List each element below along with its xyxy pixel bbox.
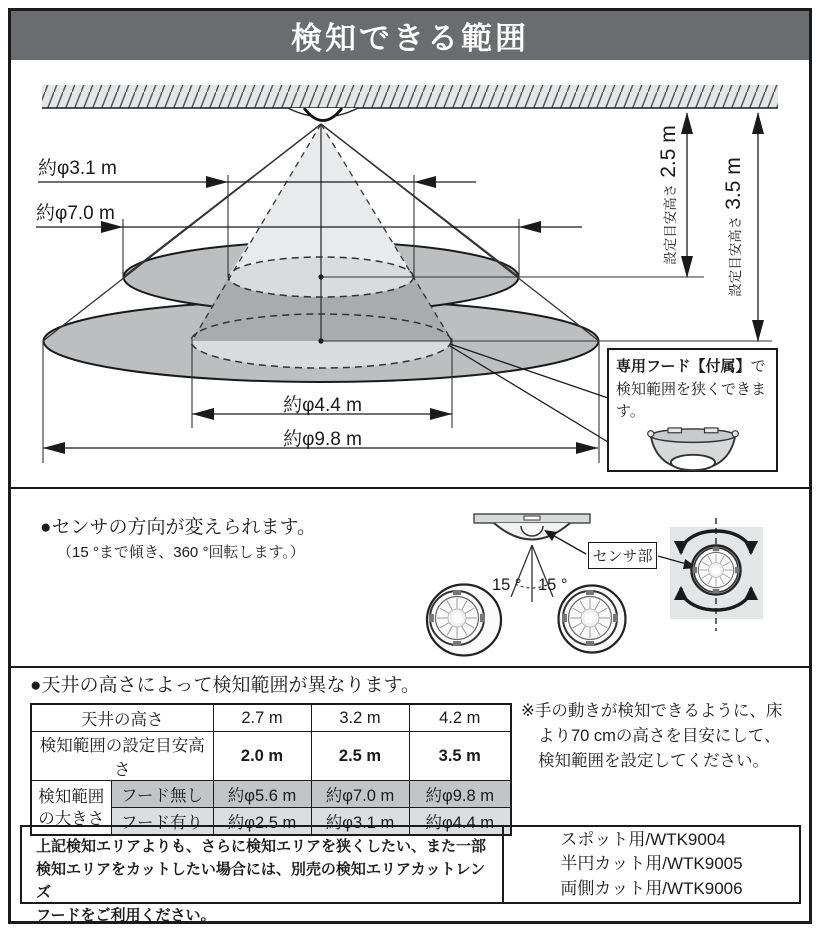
height-dimension-2-5 xyxy=(657,109,685,281)
option-hood-box xyxy=(20,825,801,924)
table-row: 検知範囲の設定目安高さ 2.0 m 2.5 m 3.5 m xyxy=(31,732,511,781)
dim-label-3-1: 約φ3.1 m xyxy=(38,158,117,179)
with-hood-label: フード有り xyxy=(111,808,213,836)
product-item: 半円カット用/WTK9005 xyxy=(560,854,743,874)
option-hood-text: 上記検知エリアよりも、さらに検知エリアを狭くしたい、また一部 検知エリアをカットしたい場合には、別売の検知エリアカットレンズ フードをご利用ください。 xyxy=(22,827,504,902)
sensor-section-subnote: （15 °まで傾き、360 °回転します。） xyxy=(57,544,305,561)
page-title: 検知できる範囲 xyxy=(291,21,529,56)
detection-range-table xyxy=(30,703,512,836)
height-label-2-5: 設定目安高さ xyxy=(663,183,678,265)
hood-note-text: で検知範囲を狭くできます。 xyxy=(616,358,767,420)
table-row: フード有り 約φ2.5 m 約φ3.1 m 約φ4.4 m xyxy=(31,808,511,836)
hood-note-bold: 専用フード【付属】 xyxy=(616,358,751,375)
sensor-part-label: センサ部 xyxy=(588,542,657,569)
angle-left-label: 15 ° xyxy=(492,576,522,594)
hood-note-box xyxy=(607,348,778,472)
product-list xyxy=(504,827,799,902)
outer-cone-edges xyxy=(43,124,599,341)
table-row: 天井の高さ 2.7 m 3.2 m 4.2 m xyxy=(31,704,511,732)
sensor-section-heading: ●センサの方向が変えられます。 xyxy=(40,517,316,538)
height-label-3-5: 設定目安高さ xyxy=(728,215,743,297)
dim-label-9-8: 約φ9.8 m xyxy=(283,429,362,450)
height-dimension-3-5 xyxy=(722,139,750,315)
dim-label-7-0: 約φ7.0 m xyxy=(36,203,115,224)
target-height-label: 検知範囲の設定目安高さ xyxy=(31,732,213,781)
dim-label-4-4: 約φ4.4 m xyxy=(283,395,362,416)
height-value-2-5: 2.5 m xyxy=(657,125,680,178)
ceiling-sensor-icon xyxy=(288,108,358,121)
sensor-lens-left-icon xyxy=(427,585,501,656)
ceiling-height-label: 天井の高さ xyxy=(31,704,213,732)
hood-icon xyxy=(645,426,741,476)
product-item: スポット用/WTK9004 xyxy=(560,830,726,850)
angle-right-label: 15 ° xyxy=(538,576,568,594)
section-divider-2 xyxy=(11,666,809,668)
floor-height-note: ※手の動きが検知できるように、床 より70 cmの高さを目安にして、 検知範囲を設定してください。 xyxy=(521,702,783,770)
section-divider-1 xyxy=(11,487,809,489)
header-bar xyxy=(11,11,809,60)
ceiling-hatch xyxy=(42,85,778,108)
table-row: 検知範囲 の大きさ フード無し 約φ5.6 m 約φ7.0 m 約φ9.8 m xyxy=(31,781,511,808)
height-value-3-5: 3.5 m xyxy=(722,157,745,210)
table-section-heading: ●天井の高さによって検知範囲が異なります。 xyxy=(30,675,420,696)
product-item: 両側カット用/WTK9006 xyxy=(560,878,743,898)
no-hood-label: フード無し xyxy=(111,781,213,808)
sensor-lens-right-icon xyxy=(559,586,626,653)
range-size-label: 検知範囲 の大きさ xyxy=(31,781,111,836)
